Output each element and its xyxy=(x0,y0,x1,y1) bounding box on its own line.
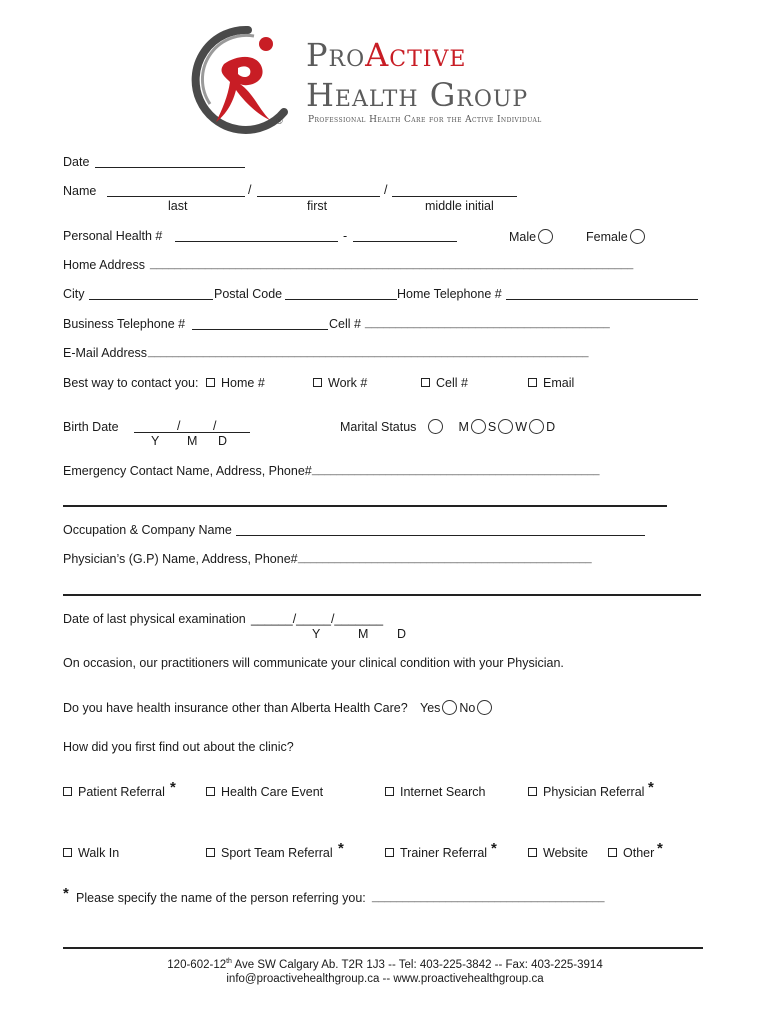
female-radio[interactable] xyxy=(630,229,645,244)
checkbox[interactable] xyxy=(421,378,430,387)
checkbox[interactable] xyxy=(63,848,72,857)
checkbox[interactable] xyxy=(385,787,394,796)
email-label: E-Mail Address xyxy=(63,346,148,360)
checkbox[interactable] xyxy=(313,378,322,387)
referral-source-question: How did you first find out about the clinic? xyxy=(63,740,294,754)
occupation-field[interactable] xyxy=(236,535,645,536)
marital-radio[interactable] xyxy=(471,419,486,434)
referrer-name-field[interactable]: ______________________________________ xyxy=(372,891,605,903)
city-label: City xyxy=(63,287,85,301)
brand-line-1: ProActive xyxy=(306,36,467,74)
marital-d-label: D xyxy=(546,420,556,434)
yes-label: Yes xyxy=(420,701,441,715)
company-logo xyxy=(188,24,608,136)
home-address-label: Home Address xyxy=(63,258,145,272)
physician-communication-notice: On occasion, our practitioners will communicate your clinical condition with your Physician. xyxy=(63,656,564,670)
postal-code-field[interactable] xyxy=(285,299,397,300)
checkbox[interactable] xyxy=(206,848,215,857)
physician-field[interactable]: ________________________________________________ xyxy=(298,552,592,564)
home-address-field[interactable]: _______________________________________________________________________________ xyxy=(150,258,634,270)
female-label: Female xyxy=(586,230,628,244)
marital-w-label: W xyxy=(515,420,528,434)
required-note-star: * xyxy=(491,840,497,857)
no-radio[interactable] xyxy=(477,700,492,715)
contact-option-home[interactable]: Home # xyxy=(206,376,265,390)
last-caption: last xyxy=(168,199,188,213)
yes-radio[interactable] xyxy=(442,700,457,715)
personal-health-field[interactable] xyxy=(175,241,338,242)
date-field[interactable] xyxy=(95,167,245,168)
specify-note-star: * xyxy=(63,885,69,902)
brand-line-2: Health Group xyxy=(306,76,529,114)
exam-year-caption: Y xyxy=(312,627,321,641)
physician-field-2[interactable] xyxy=(63,594,701,596)
physician-label: Physician’s (G.P) Name, Address, Phone# xyxy=(63,552,298,566)
first-name-field[interactable] xyxy=(257,196,380,197)
name-label: Name xyxy=(63,184,97,198)
marital-status-label: Marital Status xyxy=(340,420,417,434)
male-option[interactable] xyxy=(509,229,555,244)
contact-option-work[interactable]: Work # xyxy=(313,376,367,390)
checkbox[interactable] xyxy=(528,848,537,857)
referral-option-other[interactable]: Other xyxy=(608,846,654,860)
birth-day-caption: D xyxy=(218,434,228,448)
name-separator: / xyxy=(248,183,252,197)
cell-label: Cell # xyxy=(329,317,361,331)
exam-month-caption: M xyxy=(358,627,369,641)
cell-field[interactable]: ________________________________________ xyxy=(365,317,610,329)
marital-radio[interactable] xyxy=(428,419,443,434)
occupation-label: Occupation & Company Name xyxy=(63,523,232,537)
birth-date-field[interactable] xyxy=(134,432,250,433)
footer-contact: info@proactivehealthgroup.ca -- www.proactivehealthgroup.ca xyxy=(226,973,544,985)
no-label: No xyxy=(459,701,476,715)
referral-option-trainer[interactable]: Trainer Referral xyxy=(385,846,487,860)
referral-option-sport-team[interactable]: Sport Team Referral xyxy=(206,846,333,860)
date-label: Date xyxy=(63,155,90,169)
marital-radio[interactable] xyxy=(498,419,513,434)
postal-code-label: Postal Code xyxy=(214,287,283,301)
footer-divider xyxy=(63,947,703,949)
birth-date-label: Birth Date xyxy=(63,420,119,434)
referrer-name-label: Please specify the name of the person referring you: xyxy=(76,891,366,905)
first-caption: first xyxy=(307,199,328,213)
required-note-star: * xyxy=(170,779,176,796)
personal-health-dash: - xyxy=(343,229,348,243)
marital-radio[interactable] xyxy=(529,419,544,434)
referral-option-physician[interactable]: Physician Referral xyxy=(528,785,644,799)
female-option[interactable] xyxy=(586,229,647,244)
registered-mark: ® xyxy=(276,116,283,126)
male-label: Male xyxy=(509,230,537,244)
referral-option-patient[interactable]: Patient Referral xyxy=(63,785,165,799)
referral-option-internet-search[interactable]: Internet Search xyxy=(385,785,485,799)
required-note-star: * xyxy=(648,779,654,796)
referral-option-website[interactable]: Website xyxy=(528,846,588,860)
brand-tagline: Professional Health Care for the Active Individual xyxy=(308,115,542,125)
birth-year-caption: Y xyxy=(151,434,160,448)
checkbox[interactable] xyxy=(63,787,72,796)
checkbox[interactable] xyxy=(608,848,617,857)
footer-address: 120-602-12th Ave SW Calgary Ab. T2R 1J3 -- Tel: 403-225-3842 -- Fax: 403-225-3914 xyxy=(167,958,603,971)
required-note-star: * xyxy=(338,840,344,857)
emergency-contact-field[interactable]: _______________________________________________ xyxy=(312,464,600,476)
birth-date-separator: / xyxy=(213,419,217,433)
marital-m-label: M xyxy=(458,420,469,434)
checkbox[interactable] xyxy=(528,787,537,796)
referral-option-walk-in[interactable]: Walk In xyxy=(63,846,119,860)
checkbox[interactable] xyxy=(206,378,215,387)
home-telephone-label: Home Telephone # xyxy=(397,287,502,301)
email-field[interactable]: ________________________________________________________________________ xyxy=(148,346,589,358)
birth-month-caption: M xyxy=(187,434,198,448)
contact-option-email[interactable]: Email xyxy=(528,376,574,390)
exam-day-caption: D xyxy=(397,627,407,641)
contact-option-cell[interactable]: Cell # xyxy=(421,376,468,390)
emergency-contact-label: Emergency Contact Name, Address, Phone# xyxy=(63,464,312,478)
middle-initial-caption: middle initial xyxy=(425,199,494,213)
home-telephone-field[interactable] xyxy=(506,299,698,300)
last-exam-field[interactable]: ______/_____/_______ xyxy=(251,612,384,626)
contact-method-label: Best way to contact you: xyxy=(63,376,199,390)
business-telephone-label: Business Telephone # xyxy=(63,317,186,331)
referral-option-health-care-event[interactable]: Health Care Event xyxy=(206,785,323,799)
marital-s-label: S xyxy=(487,420,497,434)
last-exam-label: Date of last physical examination xyxy=(63,612,246,626)
name-separator: / xyxy=(384,183,388,197)
checkbox[interactable] xyxy=(385,848,394,857)
last-name-field[interactable] xyxy=(107,196,245,197)
checkbox[interactable] xyxy=(206,787,215,796)
business-telephone-field[interactable] xyxy=(192,329,328,330)
insurance-answers[interactable] xyxy=(420,700,494,715)
required-note-star: * xyxy=(657,840,663,857)
insurance-question: Do you have health insurance other than Alberta Health Care? xyxy=(63,701,408,715)
middle-initial-field[interactable] xyxy=(392,196,517,197)
male-radio[interactable] xyxy=(538,229,553,244)
city-field[interactable] xyxy=(89,299,213,300)
birth-date-separator: / xyxy=(177,419,181,433)
checkbox[interactable] xyxy=(528,378,537,387)
personal-health-field-2[interactable] xyxy=(353,241,457,242)
emergency-contact-field-2[interactable] xyxy=(63,505,667,507)
marital-options[interactable] xyxy=(426,419,555,434)
personal-health-label: Personal Health # xyxy=(63,229,163,243)
